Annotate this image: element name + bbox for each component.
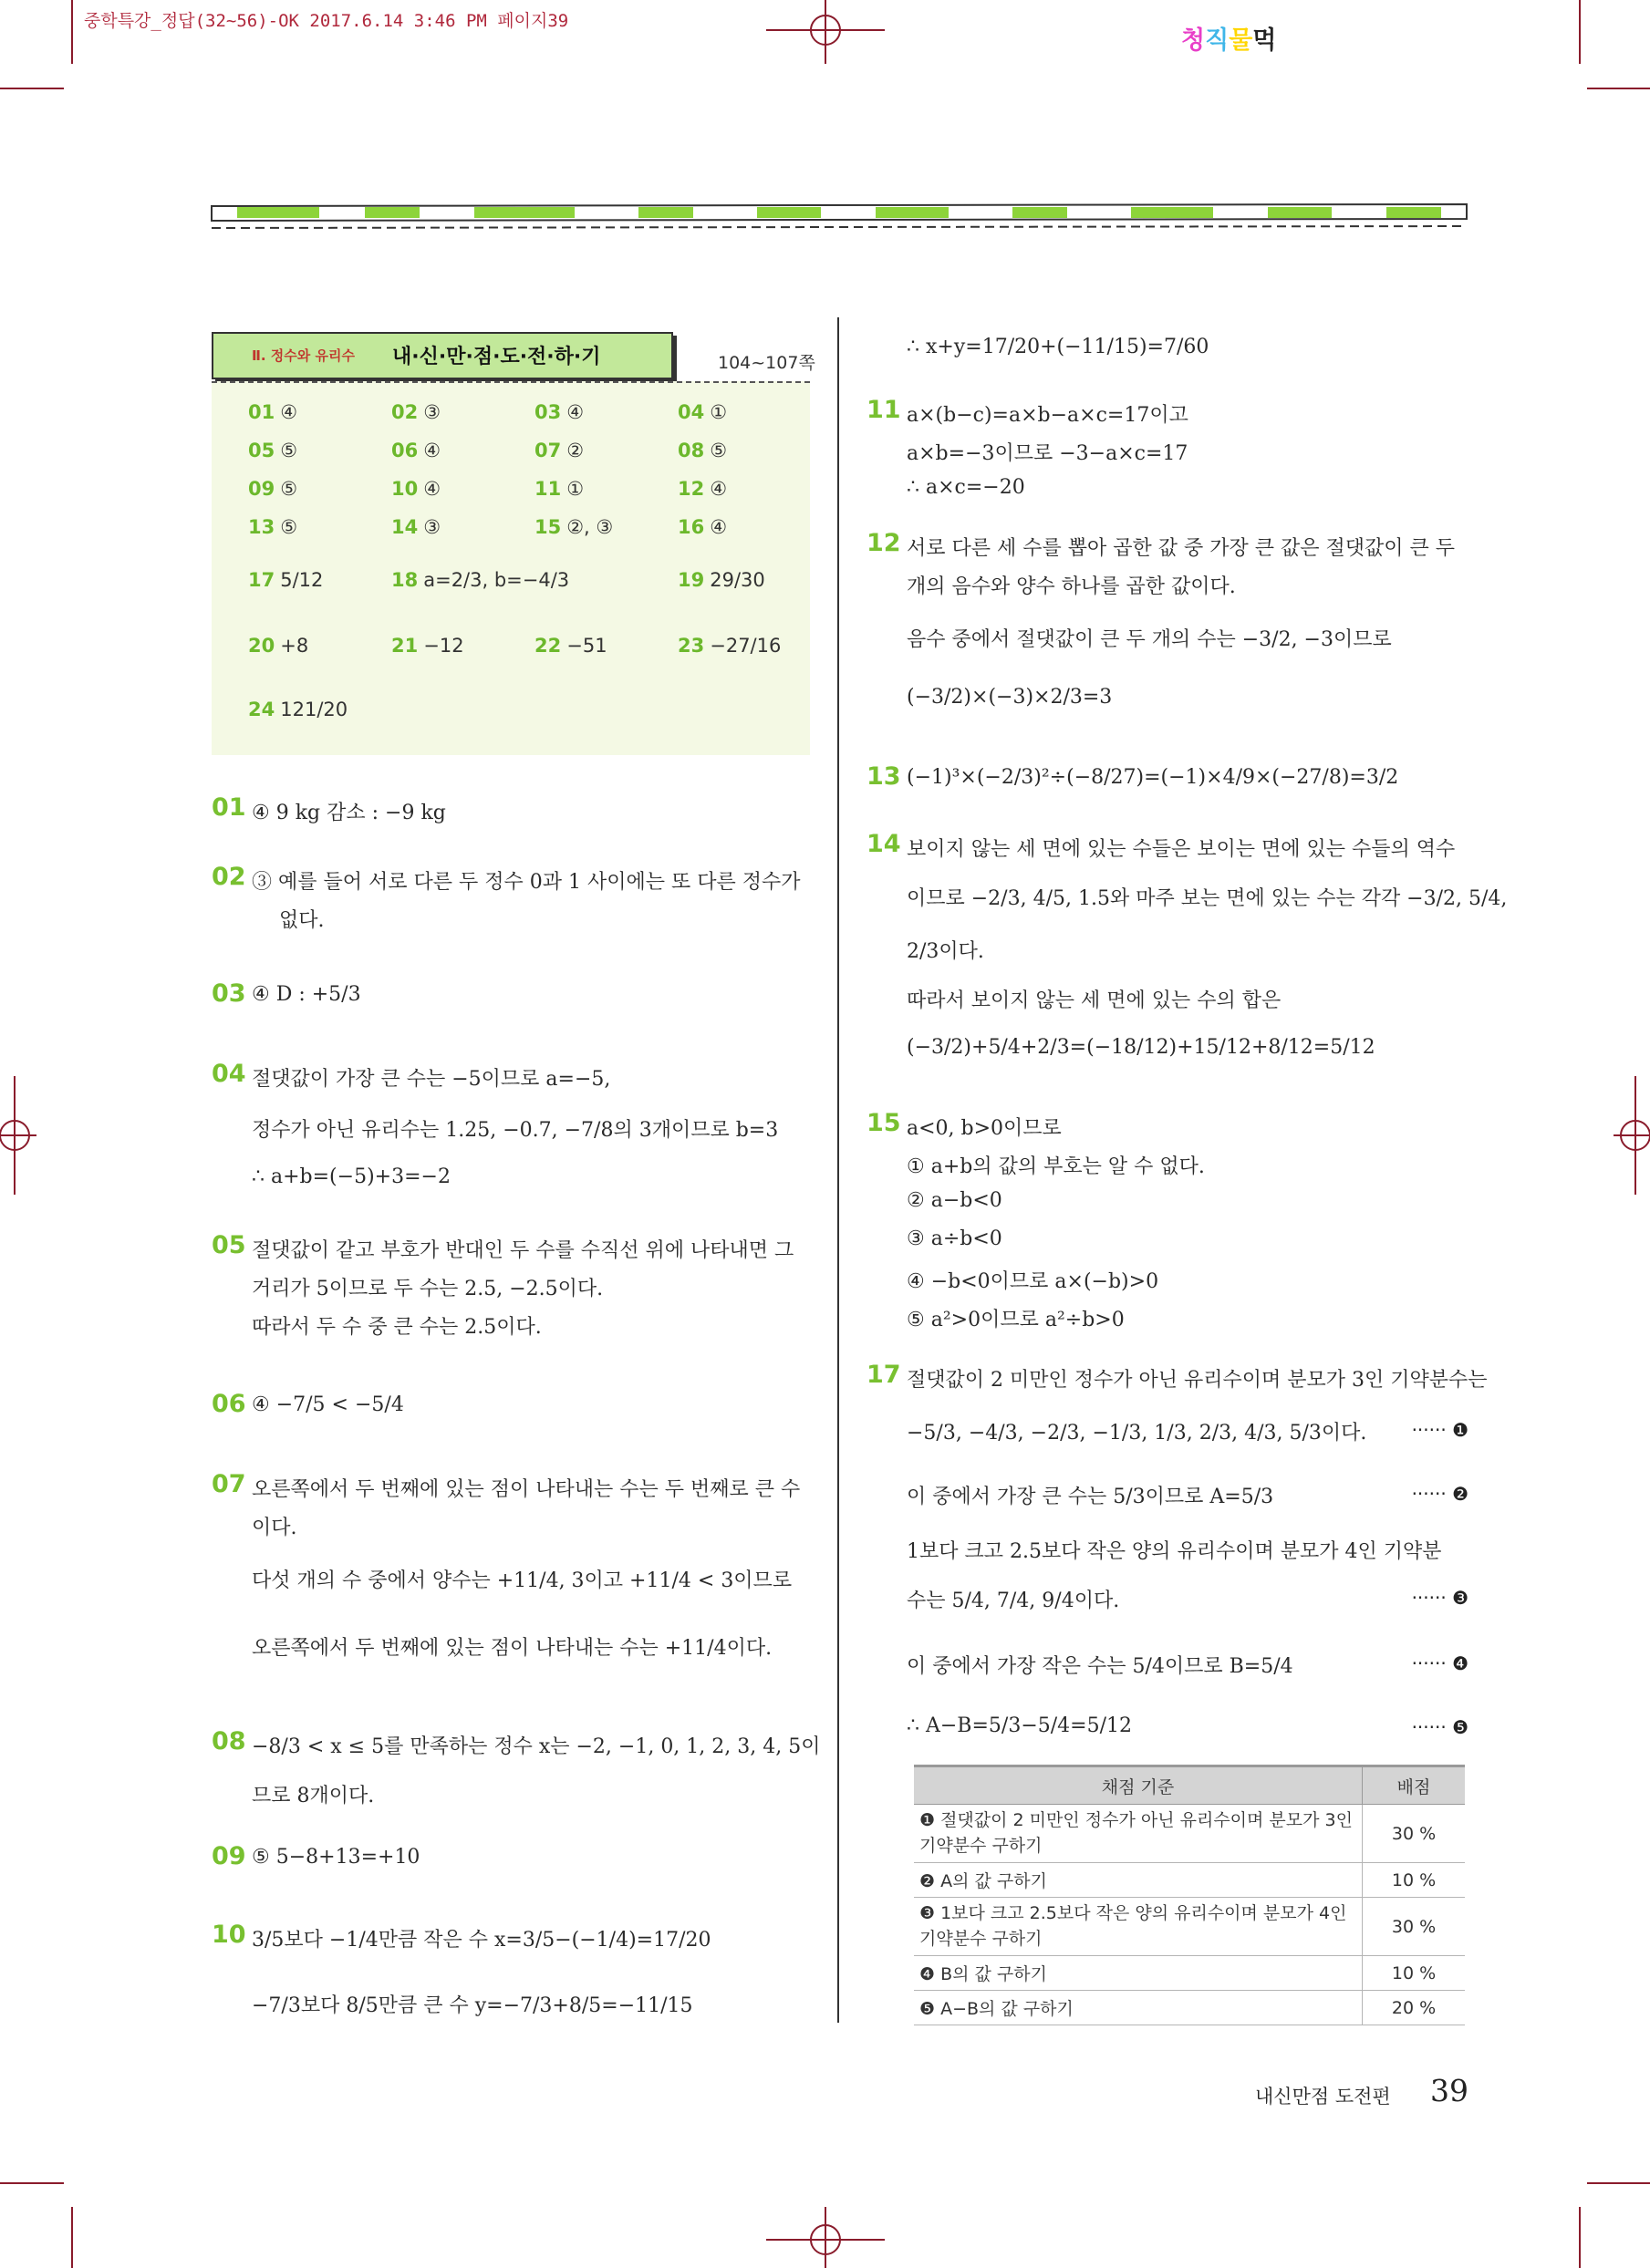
solution-line: 다섯 개의 수 중에서 양수는 +11/4, 3이고 +11/4 < 3이므로 xyxy=(252,1569,793,1592)
answer-item: 03 ④ xyxy=(534,401,585,423)
solution-number: 03 xyxy=(212,979,246,1008)
solution-line: (−3/2)×(−3)×2/3=3 xyxy=(907,686,1113,709)
column-divider xyxy=(837,317,839,2023)
section-title: 내·신·만·점·도·전·하·기 xyxy=(392,346,601,368)
answer-item: 04 ① xyxy=(678,401,728,423)
criteria-header: 채점 기준 xyxy=(914,1766,1363,1805)
answer-item: 12 ④ xyxy=(678,478,728,500)
step-marker: ······ ❹ xyxy=(1411,1652,1468,1674)
solution-line: 개의 음수와 양수 하나를 곱한 값이다. xyxy=(907,575,1236,598)
solution-line: ④ D : +5/3 xyxy=(252,983,361,1006)
solution-line: 없다. xyxy=(279,909,325,932)
solution-line: ⑤ a²>0이므로 a²÷b>0 xyxy=(907,1309,1125,1331)
solution-line: 이 중에서 가장 작은 수는 5/4이므로 B=5/4 xyxy=(907,1655,1293,1678)
criteria-cell: ❷ A의 값 구하기 xyxy=(914,1863,1363,1898)
footer-book-title: 내신만점 도전편 xyxy=(1255,2086,1391,2107)
solution-line: a×b=−3이므로 −3−a×c=17 xyxy=(907,442,1188,465)
solution-line: 음수 중에서 절댓값이 큰 두 개의 수는 −3/2, −3이므로 xyxy=(907,628,1392,651)
section-pages: 104~107쪽 xyxy=(718,353,815,373)
solution-line: ④ −7/5 < −5/4 xyxy=(252,1393,404,1416)
crop-mark xyxy=(1579,2207,1581,2268)
table-row xyxy=(914,1956,1465,1991)
answer-item: 15 ②, ③ xyxy=(534,516,614,538)
solution-number: 13 xyxy=(867,762,901,791)
solution-line: ④ −b<0이므로 a×(−b)>0 xyxy=(907,1270,1159,1293)
solution-number: 01 xyxy=(212,793,246,822)
solution-number: 12 xyxy=(867,529,901,557)
solution-number: 05 xyxy=(212,1231,246,1259)
solution-line: −8/3 < x ≤ 5를 만족하는 정수 x는 −2, −1, 0, 1, 2, 3, 4, 5이 xyxy=(252,1735,821,1758)
solution-line: 따라서 두 수 중 큰 수는 2.5이다. xyxy=(252,1316,542,1339)
solution-number: 07 xyxy=(212,1470,246,1498)
crop-mark xyxy=(71,2207,73,2268)
solution-line: 절댓값이 가장 큰 수는 −5이므로 a=−5, xyxy=(252,1068,611,1091)
registration-mark-left xyxy=(0,1076,36,1195)
brand-char-2: 직 xyxy=(1205,26,1230,55)
solution-number: 06 xyxy=(212,1390,246,1418)
answer-item: 18 a=2/3, b=−4/3 xyxy=(391,569,570,591)
solution-number: 17 xyxy=(867,1361,901,1389)
registration-mark-bottom xyxy=(766,2207,885,2268)
solution-line: 이다. xyxy=(252,1517,297,1539)
solution-line: 거리가 5이므로 두 수는 2.5, −2.5이다. xyxy=(252,1278,604,1300)
scoring-table xyxy=(914,1765,1465,2025)
step-marker: ······ ❺ xyxy=(1411,1716,1468,1738)
solution-line: 1보다 크고 2.5보다 작은 양의 유리수이며 분모가 4인 기약분 xyxy=(907,1540,1442,1563)
solution-line: 정수가 아닌 유리수는 1.25, −0.7, −7/8의 3개이므로 b=3 xyxy=(252,1119,779,1142)
answer-item: 02 ③ xyxy=(391,401,441,423)
solution-number: 08 xyxy=(212,1727,246,1755)
points-cell: 30 % xyxy=(1363,1898,1466,1956)
section-tag: Ⅱ. 정수와 유리수 xyxy=(252,347,355,364)
page-number: 39 xyxy=(1430,2073,1468,2108)
criteria-cell: ❺ A−B의 값 구하기 xyxy=(914,1991,1363,2025)
solution-line: ∴ a×c=−20 xyxy=(907,476,1025,499)
section-header xyxy=(212,332,673,379)
registration-mark-right xyxy=(1614,1076,1650,1195)
solution-line: ③ a÷b<0 xyxy=(907,1227,1002,1250)
file-info: 중학특강_정답(32~56)-OK 2017.6.14 3:46 PM 페이지39 xyxy=(84,11,569,31)
points-cell: 20 % xyxy=(1363,1991,1466,2025)
answer-item: 05 ⑤ xyxy=(248,440,298,461)
step-marker: ······ ❸ xyxy=(1411,1587,1468,1609)
solution-line: 이 중에서 가장 큰 수는 5/3이므로 A=5/3 xyxy=(907,1486,1274,1508)
points-cell: 10 % xyxy=(1363,1956,1466,1991)
table-row xyxy=(914,1863,1465,1898)
answer-item: 16 ④ xyxy=(678,516,728,538)
answer-item: 07 ② xyxy=(534,440,585,461)
brand-char-1: 청 xyxy=(1181,26,1206,55)
solution-number: 04 xyxy=(212,1060,246,1088)
solution-line: ∴ a+b=(−5)+3=−2 xyxy=(252,1165,451,1188)
answer-item: 01 ④ xyxy=(248,401,298,423)
answer-item: 06 ④ xyxy=(391,440,441,461)
answer-item: 19 29/30 xyxy=(678,569,765,591)
solution-line: (−3/2)+5/4+2/3=(−18/12)+15/12+8/12=5/12 xyxy=(907,1036,1375,1059)
solution-line: 따라서 보이지 않는 세 면에 있는 수의 합은 xyxy=(907,989,1282,1012)
answer-item: 13 ⑤ xyxy=(248,516,298,538)
solution-line: 보이지 않는 세 면에 있는 수들은 보이는 면에 있는 수들의 역수 xyxy=(907,838,1456,861)
crop-mark xyxy=(1587,2182,1650,2184)
solution-line: ∴ A−B=5/3−5/4=5/12 xyxy=(907,1714,1132,1737)
table-row xyxy=(914,1898,1465,1956)
solution-line: 오른쪽에서 두 번째에 있는 점이 나타내는 수는 두 번째로 큰 수 xyxy=(252,1478,801,1501)
solution-line: −5/3, −4/3, −2/3, −1/3, 1/3, 2/3, 4/3, 5/3이다. xyxy=(907,1422,1367,1445)
table-header-row xyxy=(914,1766,1465,1805)
criteria-cell: ❸ 1보다 크고 2.5보다 작은 양의 유리수이며 분모가 4인 기약분수 구하기 xyxy=(914,1898,1363,1956)
solution-number: 15 xyxy=(867,1109,901,1137)
solution-line: 수는 5/4, 7/4, 9/4이다. xyxy=(907,1590,1120,1612)
solution-line: a×(b−c)=a×b−a×c=17이고 xyxy=(907,404,1188,427)
criteria-cell: ❶ 절댓값이 2 미만인 정수가 아닌 유리수이며 분모가 3인 기약분수 구하기 xyxy=(914,1805,1363,1863)
answer-item: 17 5/12 xyxy=(248,569,324,591)
points-cell: 30 % xyxy=(1363,1805,1466,1863)
decorative-ribbon xyxy=(210,199,1468,235)
step-marker: ······ ❷ xyxy=(1411,1483,1468,1505)
answer-item: 24 121/20 xyxy=(248,699,348,720)
crop-mark xyxy=(1587,88,1650,89)
answer-item: 21 −12 xyxy=(391,635,464,657)
left-column xyxy=(212,784,821,2034)
answer-grid xyxy=(212,381,810,755)
solution-line: 이므로 −2/3, 4/5, 1.5와 마주 보는 면에 있는 수는 각각 −3/2, 5/4, xyxy=(907,887,1508,910)
solution-line: 서로 다른 세 수를 뽑아 곱한 값 중 가장 큰 값은 절댓값이 큰 두 xyxy=(907,537,1455,560)
solution-number: 10 xyxy=(212,1921,246,1949)
solution-line: 절댓값이 2 미만인 정수가 아닌 유리수이며 분모가 3인 기약분수는 xyxy=(907,1369,1488,1392)
brand-logo xyxy=(1181,20,1276,56)
solution-number: 14 xyxy=(867,830,901,858)
answer-item: 20 +8 xyxy=(248,635,309,657)
step-marker: ······ ❶ xyxy=(1411,1419,1468,1441)
crop-mark xyxy=(71,0,73,64)
criteria-cell: ❹ B의 값 구하기 xyxy=(914,1956,1363,1991)
solution-line: ① a+b의 값의 부호는 알 수 없다. xyxy=(907,1155,1205,1178)
points-header: 배점 xyxy=(1363,1766,1466,1805)
points-cell: 10 % xyxy=(1363,1863,1466,1898)
solution-number: 02 xyxy=(212,863,246,891)
solution-number: 11 xyxy=(867,396,901,424)
registration-mark-top xyxy=(766,0,885,64)
answer-item: 08 ⑤ xyxy=(678,440,728,461)
solution-line: 3/5보다 −1/4만큼 작은 수 x=3/5−(−1/4)=17/20 xyxy=(252,1929,711,1952)
solution-line: ② a−b<0 xyxy=(907,1189,1002,1212)
table-row xyxy=(914,1805,1465,1863)
answer-item: 09 ⑤ xyxy=(248,478,298,500)
solution-number: 09 xyxy=(212,1842,246,1870)
crop-mark xyxy=(1579,0,1581,64)
brand-char-4: 먹 xyxy=(1252,26,1277,55)
solution-line: ③ 예를 들어 서로 다른 두 정수 0과 1 사이에는 또 다른 정수가 xyxy=(252,871,801,894)
solution-line: ∴ x+y=17/20+(−11/15)=7/60 xyxy=(907,336,1209,358)
solution-line: 므로 8개이다. xyxy=(252,1785,375,1807)
solution-line: (−1)³×(−2/3)²÷(−8/27)=(−1)×4/9×(−27/8)=3/2 xyxy=(907,766,1399,789)
table-row xyxy=(914,1991,1465,2025)
answer-item: 14 ③ xyxy=(391,516,441,538)
crop-mark xyxy=(0,2182,64,2184)
solution-line: 절댓값이 같고 부호가 반대인 두 수를 수직선 위에 나타내면 그 xyxy=(252,1239,794,1262)
answer-item: 23 −27/16 xyxy=(678,635,782,657)
answer-item: 10 ④ xyxy=(391,478,441,500)
answer-item: 11 ① xyxy=(534,478,585,500)
solution-line: 오른쪽에서 두 번째에 있는 점이 나타내는 수는 +11/4이다. xyxy=(252,1637,773,1660)
solution-line: ④ 9 kg 감소 : −9 kg xyxy=(252,802,446,824)
brand-char-3: 물 xyxy=(1229,26,1253,55)
solution-line: 2/3이다. xyxy=(907,940,984,963)
crop-mark xyxy=(0,88,64,89)
solution-line: ⑤ 5−8+13=+10 xyxy=(252,1846,420,1869)
answer-item: 22 −51 xyxy=(534,635,607,657)
solution-line: a<0, b>0이므로 xyxy=(907,1117,1062,1140)
solution-line: −7/3보다 8/5만큼 큰 수 y=−7/3+8/5=−11/15 xyxy=(252,1994,693,2017)
